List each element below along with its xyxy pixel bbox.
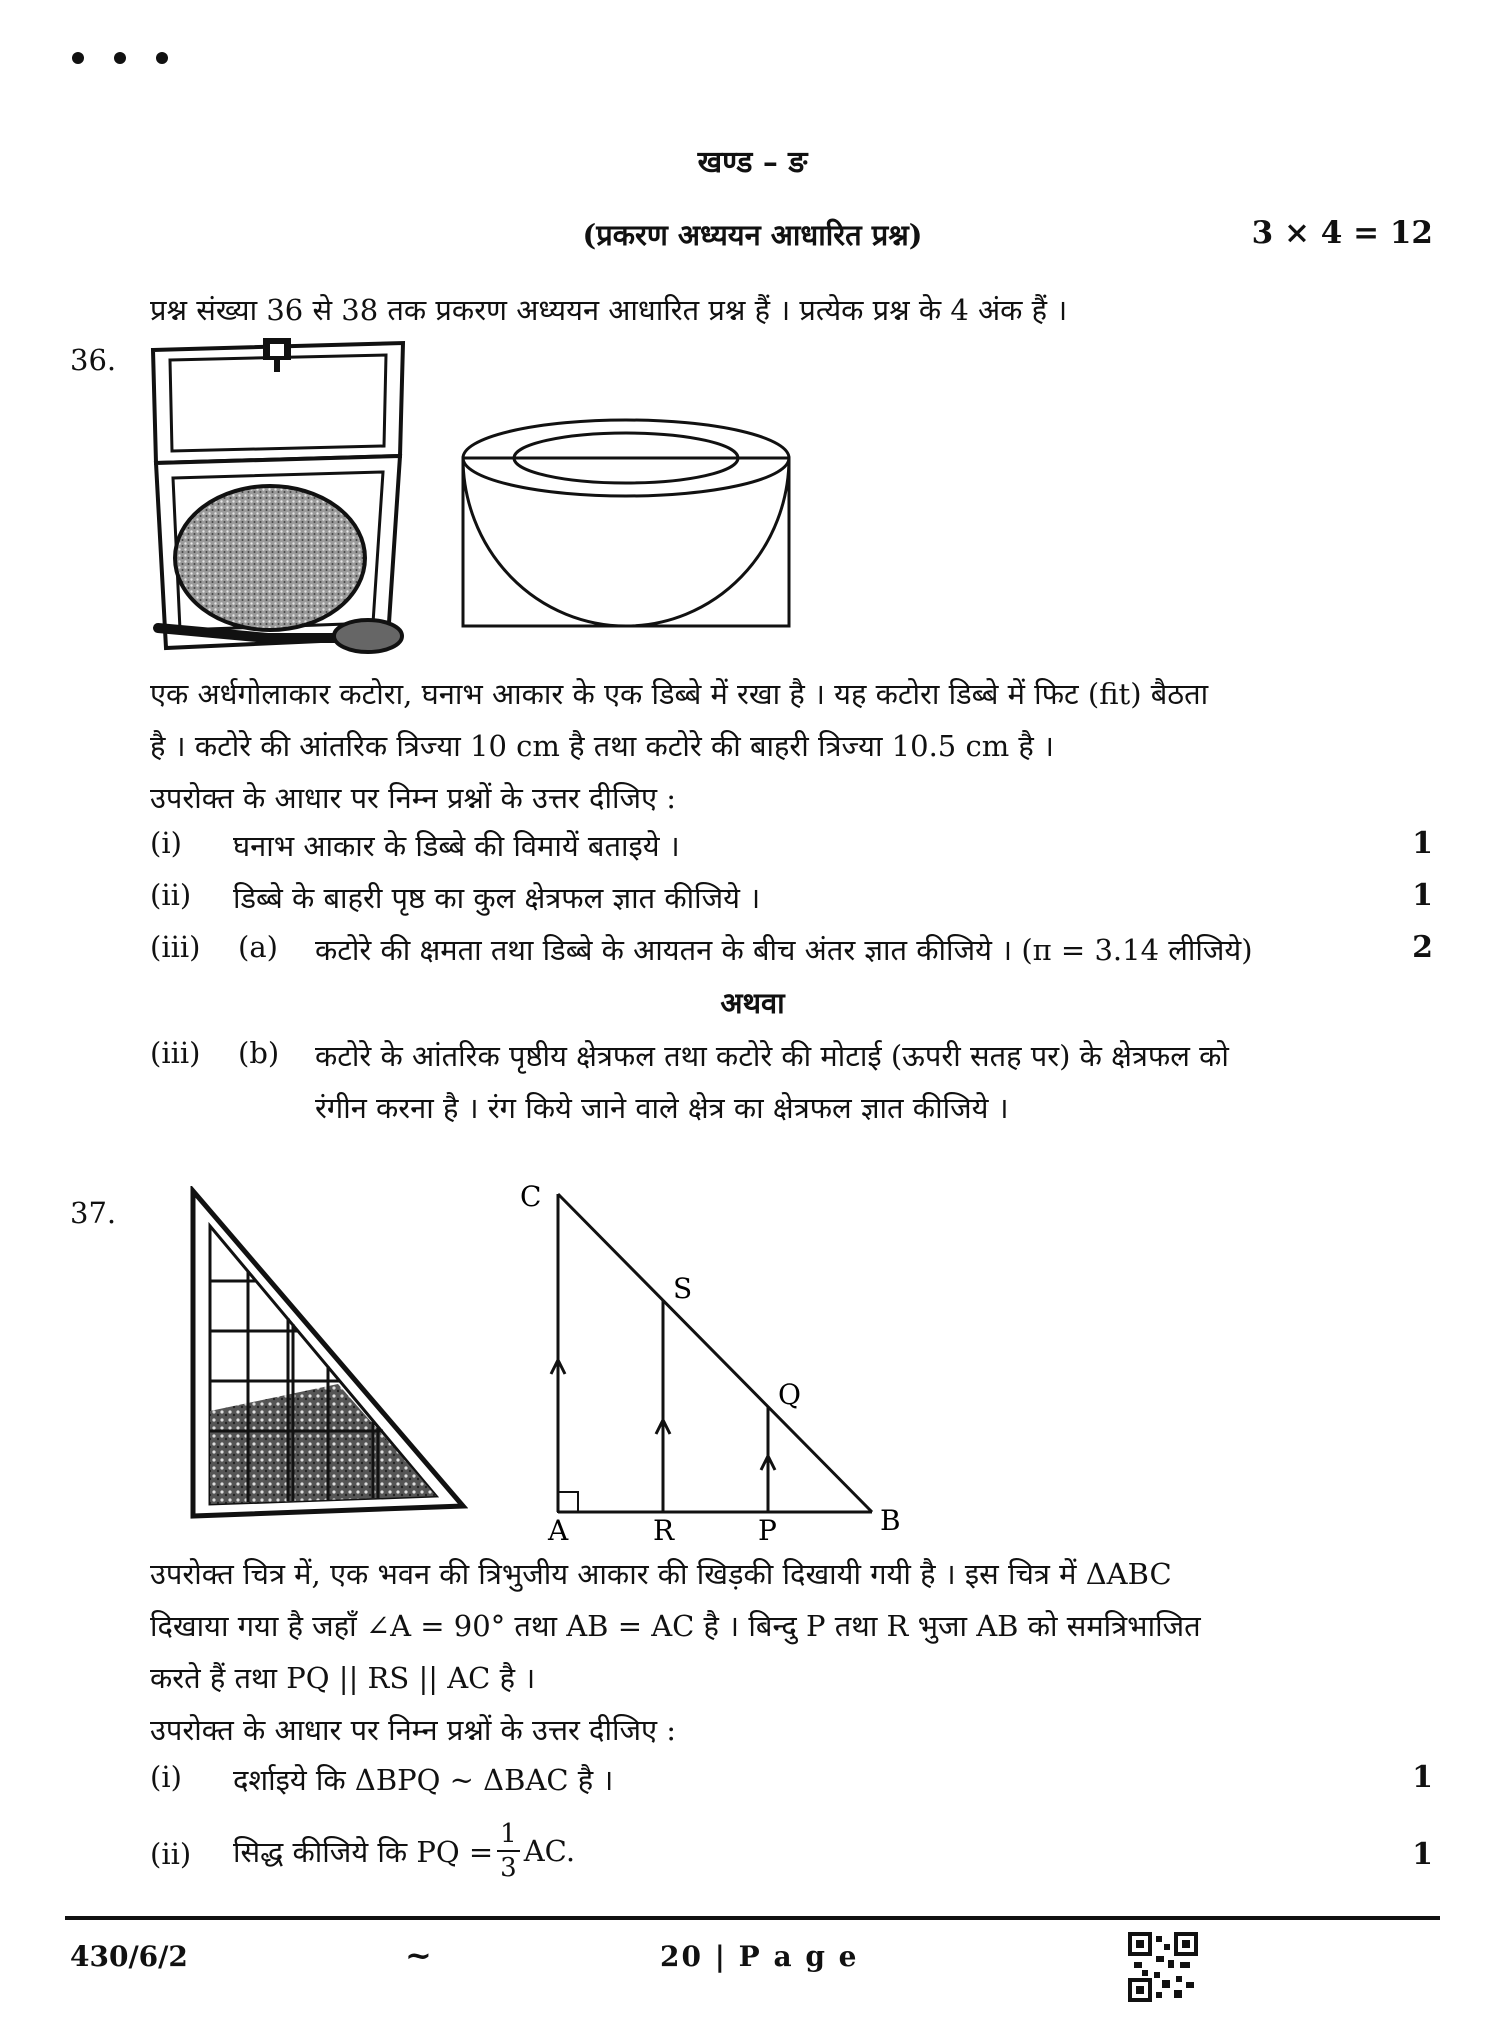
label-c: C: [520, 1180, 542, 1213]
label-q: Q: [778, 1378, 801, 1411]
q36-part-ii-label: (ii): [150, 878, 192, 912]
fraction-numerator: 1: [497, 1821, 520, 1852]
label-p: P: [758, 1514, 777, 1544]
page-dots: [72, 52, 168, 64]
q37-paragraph-line1: उपरोक्त चित्र में, एक भवन की त्रिभुजीय आकार की खिड़की दिखायी गयी है । इस चित्र में ΔABC: [150, 1557, 1172, 1591]
fraction-denominator: 3: [500, 1853, 517, 1883]
fraction-one-third: [497, 1821, 520, 1881]
q36-prompt: उपरोक्त के आधार पर निम्न प्रश्नों के उत्तर दीजिए :: [150, 781, 677, 815]
footer-rule: [65, 1916, 1440, 1920]
q37-part-ii-expression: [233, 1816, 575, 1886]
section-instruction: प्रश्न संख्या 36 से 38 तक प्रकरण अध्ययन आधारित प्रश्न हैं । प्रत्येक प्रश्न के 4 अंक हैं ।: [150, 293, 1068, 327]
section-marks-total: 3 × 4 = 12: [1251, 215, 1433, 251]
q36-part-i-marks: 1: [1412, 826, 1433, 861]
section-title: खण्ड – ङ: [697, 145, 808, 180]
q37-part-i-label: (i): [150, 1760, 182, 1794]
q36-part-ii-text: डिब्बे के बाहरी पृष्ठ का कुल क्षेत्रफल ज्ञात कीजिये ।: [233, 881, 761, 915]
q37-prompt: उपरोक्त के आधार पर निम्न प्रश्नों के उत्तर दीजिए :: [150, 1713, 677, 1747]
q37-part-i-marks: 1: [1412, 1760, 1433, 1795]
footer-tilde: ~: [405, 1936, 432, 1974]
q36-part-i-text: घनाभ आकार के डिब्बे की विमायें बताइये ।: [233, 829, 680, 863]
q36-part-ii-marks: 1: [1412, 878, 1433, 913]
label-s: S: [673, 1272, 693, 1305]
q37-part-i-text: दर्शाइये कि ΔBPQ ~ ΔBAC है ।: [233, 1763, 614, 1797]
triangular-window-illustration: [188, 1186, 468, 1526]
q36-part-iii-b-label: (b): [238, 1036, 280, 1070]
question-36-number: 36.: [70, 343, 117, 377]
q37-part-ii-label: (ii): [150, 1837, 192, 1871]
q36-or-label: अथवा: [720, 986, 785, 1020]
q37-paragraph-line2: दिखाया गया है जहाँ ∠A = 90° तथा AB = AC है । बिन्दु P तथा R भुजा AB को समत्रिभाजित: [150, 1609, 1201, 1643]
box-bowl-illustration: [148, 338, 408, 658]
triangle-abc-diagram: [510, 1174, 910, 1544]
section-subtitle: (प्रकरण अध्ययन आधारित प्रश्न): [582, 218, 923, 252]
q36-part-iii-a-marks: 2: [1412, 930, 1433, 965]
q37-part-ii-marks: 1: [1412, 1837, 1433, 1872]
hemisphere-in-cuboid-diagram: [460, 418, 795, 630]
q36-part-i-label: (i): [150, 826, 182, 860]
q37-part-ii-text-before: सिद्ध कीजिये कि PQ =: [233, 1834, 494, 1869]
qr-code-icon: [1128, 1932, 1198, 2002]
q36-paragraph-line1: एक अर्धगोलाकार कटोरा, घनाभ आकार के एक डिब्बे में रखा है । यह कटोरा डिब्बे में फिट (fit) बैठता: [150, 677, 1209, 711]
q36-part-iii-b-line2: रंगीन करना है । रंग किये जाने वाले क्षेत्र का क्षेत्रफल ज्ञात कीजिये ।: [315, 1091, 1009, 1125]
q36-part-iii-label: (iii): [150, 930, 201, 964]
q36-part-iii-b-line1: कटोरे के आंतरिक पृष्ठीय क्षेत्रफल तथा कटोरे की मोटाई (ऊपरी सतह पर) के क्षेत्रफल को: [315, 1039, 1229, 1073]
question-37-number: 37.: [70, 1196, 117, 1230]
q36-paragraph-line2: है । कटोरे की आंतरिक त्रिज्या 10 cm है तथा कटोरे की बाहरी त्रिज्या 10.5 cm है ।: [150, 729, 1055, 763]
footer-paper-code: 430/6/2: [70, 1940, 188, 1973]
label-b: B: [880, 1504, 901, 1537]
footer-page-number: 20 | P a g e: [660, 1940, 859, 1973]
label-a: A: [548, 1514, 569, 1544]
q36-part-iii-a-label: (a): [238, 930, 278, 964]
q37-paragraph-line3: करते हैं तथा PQ || RS || AC है ।: [150, 1661, 536, 1695]
q37-part-ii-text-after: AC.: [523, 1834, 576, 1868]
label-r: R: [653, 1514, 675, 1544]
q36-part-iii-a-text: कटोरे की क्षमता तथा डिब्बे के आयतन के बीच अंतर ज्ञात कीजिये । (π = 3.14 लीजिये): [315, 933, 1253, 967]
q36-part-iii-b-roman: (iii): [150, 1036, 201, 1070]
